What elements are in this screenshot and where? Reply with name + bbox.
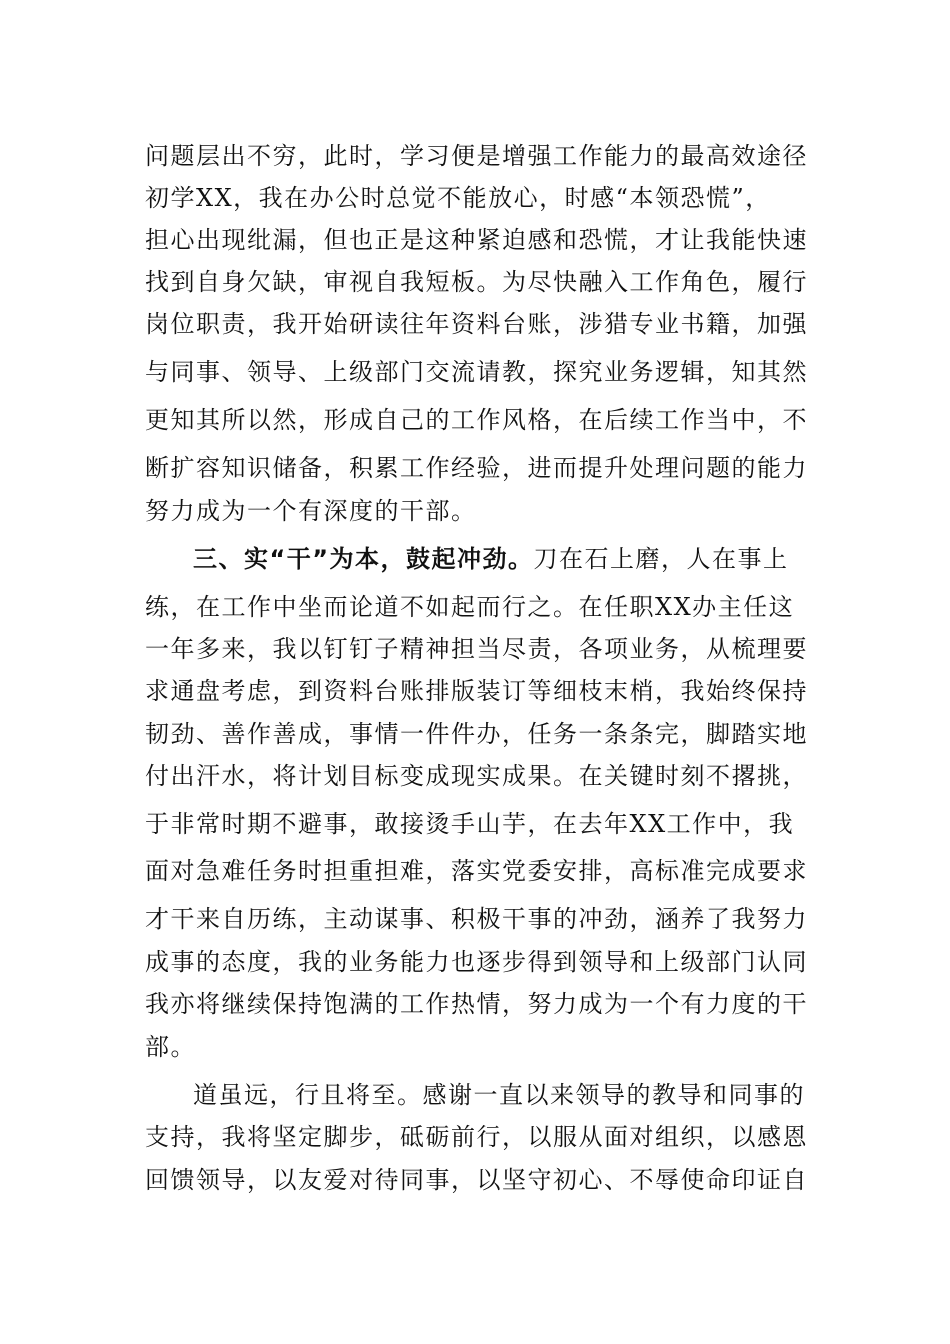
section-3-line: 才干来自历练，主动谋事、积极干事的冲劲，涵养了我努力 <box>145 905 808 933</box>
section-3-line: 面对急难任务时担重担难，落实党委安排，高标准完成要求 <box>145 857 808 885</box>
paragraph-2-line: 找到自身欠缺，审视自我短板。为尽快融入工作角色，履行 <box>145 268 808 296</box>
section-3-heading: 三、实“干”为本，鼓起冲劲。 <box>193 545 534 573</box>
paragraph-2-line: 担心出现纰漏，但也正是这种紧迫感和恐慌，才让我能快速 <box>145 226 808 254</box>
section-3-first-line <box>193 541 858 577</box>
paragraph-2-line: 努力成为一个有深度的干部。 <box>145 497 477 525</box>
paragraph-2-line: 问题层出不穷，此时，学习便是增强工作能力的最高效途径 <box>145 142 808 170</box>
section-3-line: 付出汗水，将计划目标变成现实成果。在关键时刻不撂挑， <box>145 762 808 790</box>
section-3-line: 求通盘考虑，到资料台账排版装订等细枝末梢，我始终保持 <box>145 677 808 705</box>
paragraph-2-line: 断扩容知识储备，积累工作经验，进而提升处理问题的能力 <box>145 454 808 482</box>
paragraph-2-line: 与同事、领导、上级部门交流请教，探究业务逻辑，知其然 <box>145 358 808 386</box>
closing-line: 道虽远，行且将至。感谢一直以来领导的教导和同事的 <box>193 1081 805 1109</box>
closing-line: 支持，我将坚定脚步，砥砺前行，以服从面对组织，以感恩 <box>145 1123 808 1151</box>
closing-line: 回馈领导，以友爱对待同事，以坚守初心、不辱使命印证自 <box>145 1166 808 1194</box>
paragraph-2-line: 更知其所以然，形成自己的工作风格，在后续工作当中，不 <box>145 406 808 434</box>
section-3-first-line-text: 刀在石上磨，人在事上 <box>533 545 789 573</box>
section-3-line: 成事的态度，我的业务能力也逐步得到领导和上级部门认同 <box>145 948 808 976</box>
section-3-line: 韧劲、善作善成，事情一件件办，任务一条条完，脚踏实地 <box>145 720 808 748</box>
section-3-line: 一年多来，我以钉钉子精神担当尽责，各项业务，从梳理要 <box>145 635 808 663</box>
paragraph-2-line: 岗位职责，我开始研读往年资料台账，涉猎专业书籍，加强 <box>145 310 808 338</box>
paragraph-2-line: 初学XX，我在办公时总觉不能放心，时感“本领恐慌”， <box>145 184 771 212</box>
section-3-line: 部。 <box>145 1033 196 1061</box>
section-3-line: 练，在工作中坐而论道不如起而行之。在任职XX办主任这 <box>145 593 795 621</box>
section-3-line: 我亦将继续保持饱满的工作热情，努力成为一个有力度的干 <box>145 990 808 1018</box>
section-3-line: 于非常时期不避事，敢接烫手山芋，在去年XX工作中，我 <box>145 810 795 838</box>
